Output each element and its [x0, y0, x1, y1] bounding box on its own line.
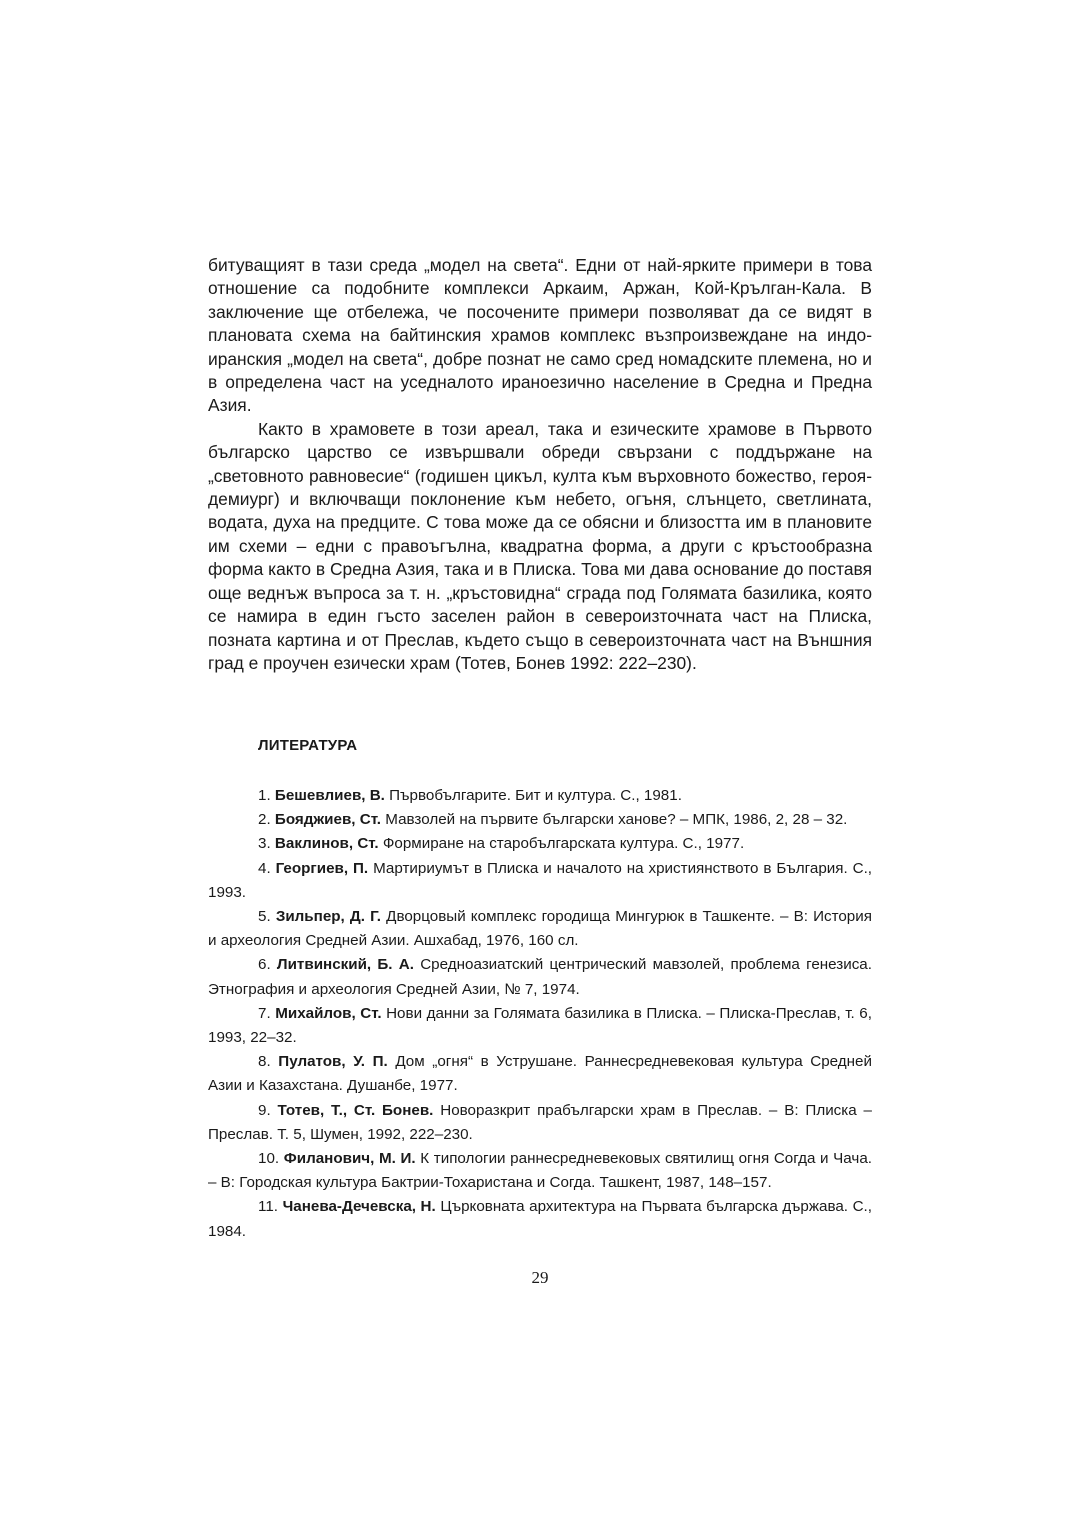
reference-text: Мартириумът в Плиска и началото на християнството в България. С., 1993. [208, 859, 873, 901]
reference-text: Мавзолей на първите български ханове? – МПК, 1986, 2, 28 – 32. [385, 811, 848, 829]
reference-author: Тотев, Т., Ст. Бонев. [277, 1101, 434, 1119]
reference-text: Дом „огня“ в Уструшане. Раннесредневековая культура Средней Азии и Казахстана. Душанбе, 1977. [208, 1053, 872, 1095]
reference-item [208, 857, 872, 905]
reference-text: Нови данни за Голямата базилика в Плиска. – Плиска-Преслав, т. 6, 1993, 22–32. [208, 1004, 872, 1047]
reference-text: Новоразкрит прабългарски храм в Преслав. – В: Плиска – Преслав. Т. 5, Шумен, 1992, 222–230. [208, 1101, 872, 1143]
paragraph-continuation: битуващият в тази среда „модел на света“. Едни от най-ярките примери в това отношение са подобните комплекси Аркаим, Аржан, Кой-Крълган-Кала. В заключение ще отбележа, че посочените примери позволяват да се видят в плановата схема на байтинския храмов комплекс възпроизвеждане на индо-иранския „модел на света“, добре познат не само сред номадските племена, но и в определена част на уседналото ираноезично население в Средна и Предна Азия. [208, 255, 872, 416]
reference-number: 2. [258, 811, 271, 829]
reference-item [208, 784, 872, 808]
reference-text: К типологии раннесредневековых святилищ огня Согда и Чача. – В: Городская культура Бактрии-Тохаристана и Согда. Ташкент, 1987, 148–157. [208, 1150, 872, 1192]
reference-author: Ваклинов, Ст. [274, 835, 379, 853]
reference-text: Формиране на старобългарската култура. С., 1977. [382, 835, 745, 853]
reference-author: Михайлов, Ст. [275, 1004, 382, 1022]
reference-author: Пулатов, У. П. [278, 1053, 388, 1071]
reference-author: Литвинский, Б. А. [276, 956, 414, 974]
reference-author: Бешевлиев, В. [274, 787, 385, 804]
reference-number: 8. [258, 1053, 271, 1071]
reference-text: Среднoазиатский центрический мавзолей, проблема генезиса. Этнография и археология Средней Азии, № 7, 1974. [208, 956, 872, 998]
reference-item [208, 832, 872, 856]
paragraph-temples: Както в храмовете в този ареал, така и езическите храмове в Първото българско царство се извършвали обреди свързани с поддържане на „световното равновесие“ (годишен цикъл, култа към върховното божество, героя-демиург) и включващи поклонение към небето, огъня, слънцето, светлината, водата, духа на предците. С това може да се обясни и близостта им в плановите им схеми – едни с правоъгълна, квадратна форма, а други с кръстообразна форма както в Средна Азия, така и в Плиска. Това ми дава основание до поставя още веднъж въпроса за т. н. „кръстовидна“ сграда под Голямата базилика, която се намира в един гъсто заселен район в североизточната част на Плиска, позната картина и от Преслав, където също в североизточната част на Външния град е проучен езически храм (Тотев, Бонев 1992: 222–230). [208, 418, 872, 673]
page-number: 29 [531, 1268, 549, 1287]
reference-item [208, 1002, 872, 1050]
reference-number: 1. [258, 787, 271, 804]
reference-item [208, 1050, 872, 1098]
references-list [208, 784, 872, 1244]
reference-author: Георгиев, П. [275, 859, 369, 877]
reference-author: Зильпер, Д. Г. [275, 908, 382, 926]
reference-item [208, 1099, 872, 1147]
reference-item [208, 953, 872, 1001]
reference-author: Филанович, М. И. [283, 1150, 416, 1168]
reference-number: 7. [258, 1004, 271, 1022]
body-text [208, 254, 872, 675]
reference-number: 3. [258, 835, 271, 853]
reference-number: 9. [258, 1101, 271, 1119]
reference-number: 11. [258, 1198, 278, 1216]
reference-item [208, 808, 872, 832]
reference-item [208, 1147, 872, 1195]
reference-number: 4. [258, 859, 271, 877]
reference-item [208, 905, 872, 953]
reference-number: 10. [258, 1150, 280, 1168]
reference-item [208, 1195, 872, 1243]
reference-text: Първобългарите. Бит и култура. С., 1981. [389, 787, 682, 804]
reference-author: Чанева-Дечевска, Н. [282, 1198, 436, 1216]
reference-text: Дворцовый комплекс городища Мингурюк в Ташкенте. – В: История и археология Средней Азии. Ашхабад, 1976, 160 сл. [208, 908, 872, 950]
reference-number: 5. [258, 908, 271, 926]
reference-text: Църковната архитектура на Първата българска държава. С., 1984. [208, 1198, 872, 1240]
reference-number: 6. [258, 956, 271, 974]
reference-author: Бояджиев, Ст. [274, 811, 382, 829]
references-heading: ЛИТЕРАТУРА [258, 737, 358, 754]
